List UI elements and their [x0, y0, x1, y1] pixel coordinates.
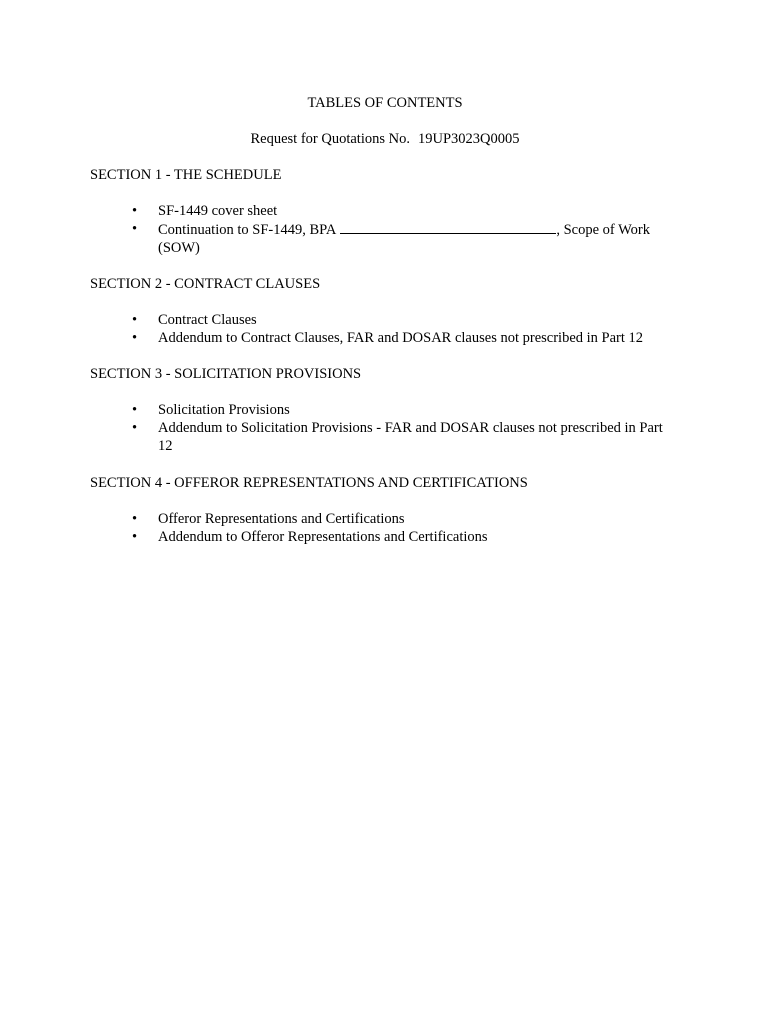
list-item-text: Addendum to Solicitation Provisions - FAR and DOSAR clauses not prescribed in Part 12 — [158, 420, 663, 454]
list-item-text: Contract Clauses — [158, 312, 257, 328]
list-item — [132, 528, 672, 546]
section-2-list — [132, 311, 672, 347]
bullet-icon: • — [132, 221, 138, 237]
list-item — [132, 220, 672, 257]
bullet-icon: • — [132, 330, 138, 346]
section-2-heading: SECTION 2 - CONTRACT CLAUSES — [90, 276, 321, 292]
list-item-text-suffix: , Scope of Work (SOW) — [158, 222, 650, 256]
list-item-text: Addendum to Offeror Representations and Certifications — [158, 529, 488, 545]
bpa-blank-line — [340, 220, 556, 234]
list-item-text: Addendum to Contract Clauses, FAR and DOSAR clauses not prescribed in Part 12 — [158, 330, 644, 346]
section-3-list — [132, 401, 672, 455]
bullet-icon: • — [132, 511, 138, 527]
section-1-heading: SECTION 1 - THE SCHEDULE — [90, 167, 282, 183]
section-3-heading: SECTION 3 - SOLICITATION PROVISIONS — [90, 366, 362, 382]
bullet-icon: • — [132, 402, 138, 418]
rfq-number: 19UP3023Q0005 — [417, 131, 520, 147]
bullet-icon: • — [132, 203, 138, 219]
list-item — [132, 202, 672, 220]
list-item-text: Offeror Representations and Certifications — [158, 511, 405, 527]
rfq-label: Request for Quotations No. — [250, 131, 410, 147]
list-item — [132, 419, 672, 455]
bullet-icon: • — [132, 420, 138, 436]
bullet-icon: • — [132, 312, 138, 328]
section-4-heading: SECTION 4 - OFFEROR REPRESENTATIONS AND CERTIFICATIONS — [90, 475, 528, 491]
list-item — [132, 329, 672, 347]
section-4-list — [132, 510, 672, 546]
list-item — [132, 401, 672, 419]
list-item — [132, 510, 672, 528]
list-item-text: SF-1449 cover sheet — [158, 203, 278, 219]
list-item — [132, 311, 672, 329]
document-title: TABLES OF CONTENTS — [307, 95, 463, 111]
section-1-list — [132, 202, 672, 257]
bullet-icon: • — [132, 529, 138, 545]
list-item-text: Solicitation Provisions — [158, 402, 290, 418]
list-item-text: Continuation to SF-1449, BPA — [158, 222, 337, 238]
rfq-line — [0, 130, 770, 148]
